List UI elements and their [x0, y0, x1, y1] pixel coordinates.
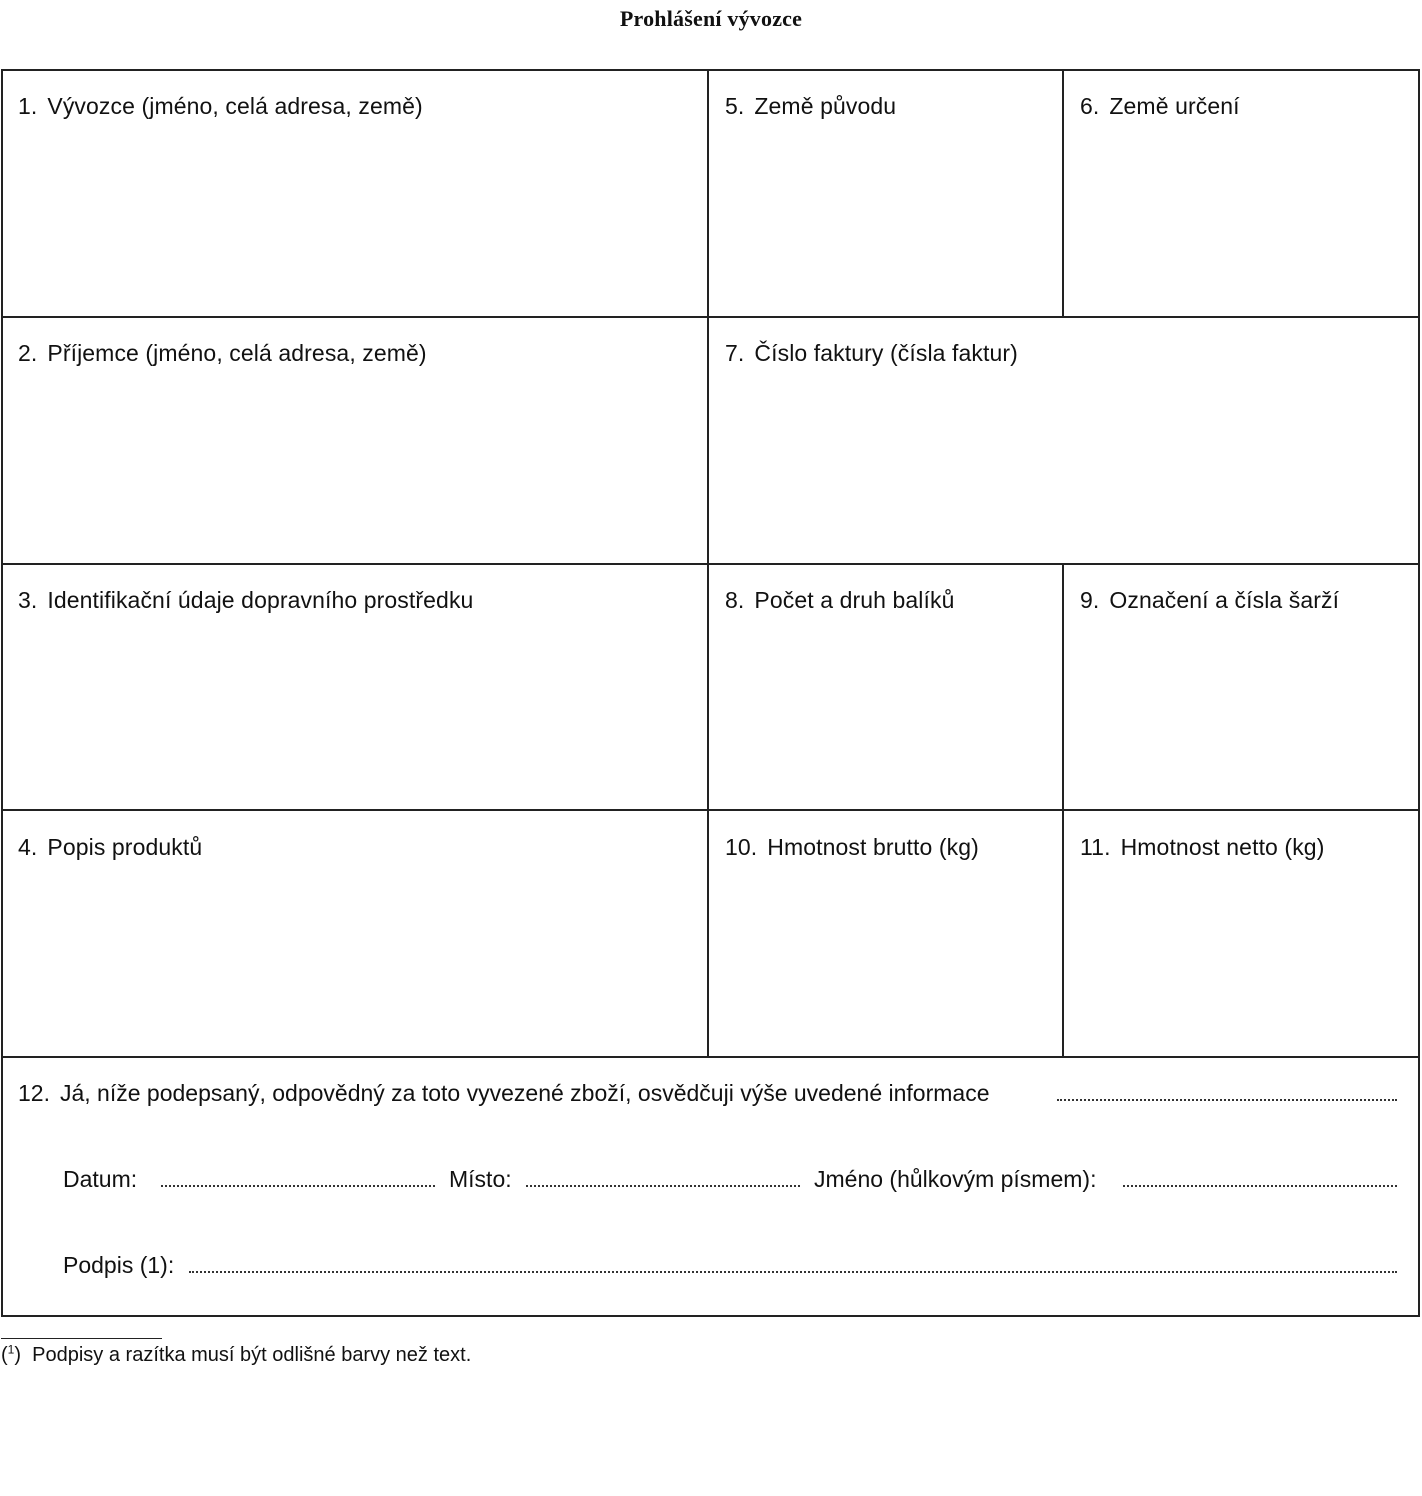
date-field[interactable]: [161, 1185, 435, 1187]
signature-footnote-ref: (1):: [139, 1252, 175, 1278]
declaration-statement: [18, 1080, 990, 1107]
field-number: 8.: [725, 587, 745, 613]
field-text: Země původu: [754, 93, 897, 119]
field-description-label: [18, 834, 202, 861]
row-divider-4: [1, 1056, 1420, 1058]
field-text: Hmotnost netto (kg): [1120, 834, 1325, 860]
field-country-of-destination-label: [1080, 93, 1240, 120]
declaration-dotted-line[interactable]: [1057, 1099, 1397, 1101]
form-border-right: [1418, 69, 1420, 1317]
field-number: 6.: [1080, 93, 1100, 119]
row-divider-3: [1, 809, 1420, 811]
field-number: 2.: [18, 340, 38, 366]
field-text: Označení a čísla šarží: [1109, 587, 1340, 613]
footnote-text: Podpisy a razítka musí být odlišné barvy než text.: [32, 1344, 472, 1366]
field-invoice-number-label: [725, 340, 1018, 367]
column-divider-2-rows3-4: [1062, 563, 1064, 1058]
field-text: Příjemce (jméno, celá adresa, země): [47, 340, 427, 366]
field-packages-label: [725, 587, 954, 614]
field-country-of-origin-label: [725, 93, 896, 120]
field-text: Počet a druh balíků: [754, 587, 955, 613]
form-border-top: [1, 69, 1420, 71]
signature-field[interactable]: [189, 1271, 1397, 1273]
field-text: Identifikační údaje dopravního prostředku: [47, 587, 474, 613]
name-field[interactable]: [1123, 1185, 1397, 1187]
field-text: Číslo faktury (čísla faktur): [754, 340, 1018, 366]
field-number: 11.: [1080, 834, 1111, 860]
field-transport-label: [18, 587, 473, 614]
row-divider-2: [1, 563, 1420, 565]
field-text: Země určení: [1109, 93, 1240, 119]
field-number: 1.: [18, 93, 38, 119]
field-gross-weight-label: [725, 834, 979, 861]
field-number: 9.: [1080, 587, 1100, 613]
declaration-text: Já, níže podepsaný, odpovědný za toto vyvezené zboží, osvědčuji výše uvedené informace: [59, 1080, 990, 1106]
field-net-weight-label: [1080, 834, 1324, 861]
form-border-bottom: [1, 1315, 1420, 1317]
footnote-divider: [1, 1338, 162, 1339]
field-number: 12.: [18, 1080, 50, 1106]
place-field[interactable]: [526, 1185, 800, 1187]
field-number: 3.: [18, 587, 38, 613]
row-divider-1: [1, 316, 1420, 318]
date-label: Datum:: [63, 1166, 138, 1192]
exporter-declaration-form: [1, 69, 1420, 1317]
field-number: 7.: [725, 340, 745, 366]
field-text: Popis produktů: [47, 834, 203, 860]
name-label: Jméno (hůlkovým písmem):: [814, 1166, 1097, 1192]
form-border-left: [1, 69, 3, 1317]
column-divider-2-row1: [1062, 69, 1064, 318]
field-number: 10.: [725, 834, 758, 860]
page-title: Prohlášení vývozce: [619, 6, 803, 31]
place-label: Místo:: [449, 1166, 512, 1192]
signature-label-text: Podpis: [63, 1252, 134, 1278]
field-text: Hmotnost brutto (kg): [767, 834, 979, 860]
field-consignee-label: [18, 340, 427, 367]
footnote: [1, 1344, 471, 1367]
field-marks-label: [1080, 587, 1339, 614]
field-number: 4.: [18, 834, 38, 860]
footnote-marker: ($^1$): [1, 1342, 22, 1366]
field-text: Vývozce (jméno, celá adresa, země): [47, 93, 423, 119]
column-divider-1: [707, 69, 709, 1058]
field-exporter-label: [18, 93, 423, 120]
signature-label: [63, 1252, 174, 1279]
field-number: 5.: [725, 93, 745, 119]
